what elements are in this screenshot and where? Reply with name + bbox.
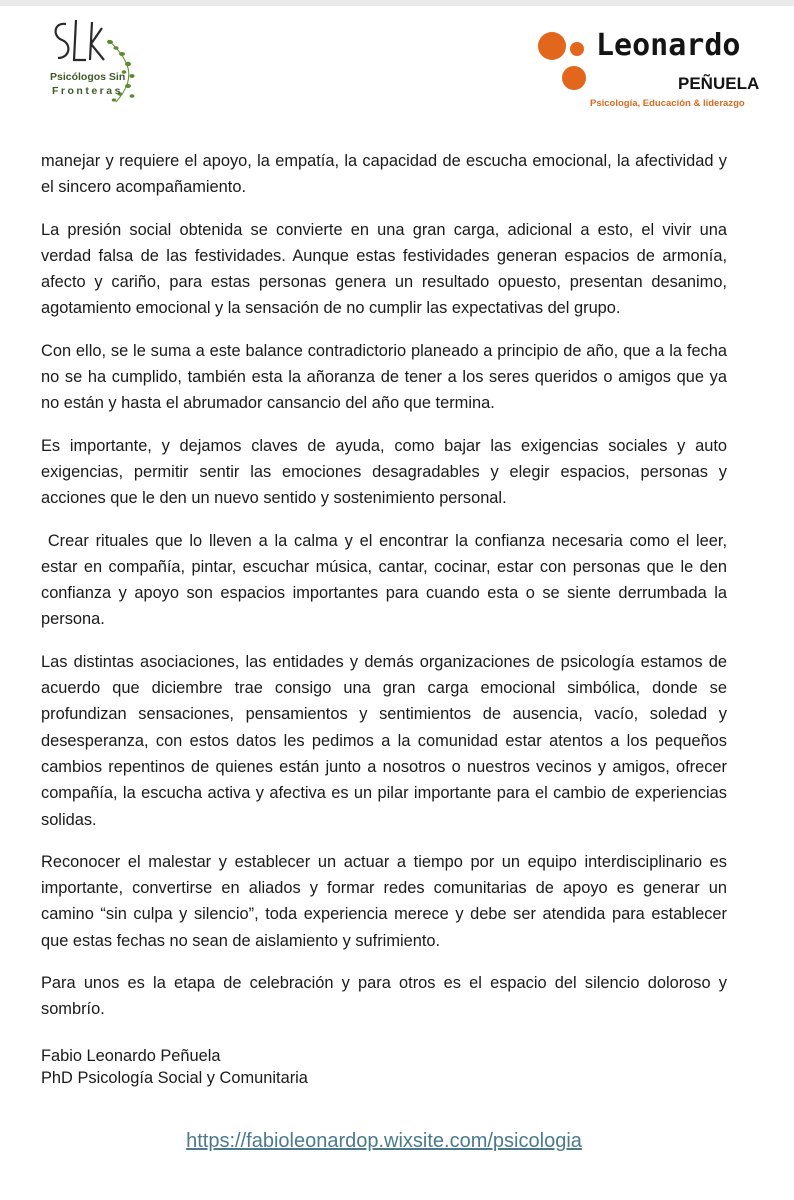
paragraph: manejar y requiere el apoyo, la empatía, la capacidad de escucha emocional, la afectividad y el sincero acompañamiento.: [41, 152, 727, 197]
paragraph: La presión social obtenida se convierte en una gran carga, adicional a esto, el vivir una verdad falsa de las festividades. Aunque estas festividades generan espacios de armonía, afecto y cariño, para estas personas genera un resultado opuesto, presentan desanimo, agotamiento emocional y la sensación de no cumplir las expectativas del grupo.: [41, 220, 727, 318]
signature-name: Fabio Leonardo Peñuela: [41, 1046, 221, 1065]
top-border: [0, 0, 794, 6]
paragraph: Es importante, y dejamos claves de ayuda, como bajar las exigencias sociales y auto exigencias, permitir sentir las emociones desagradables y elegir espacios, personas y acciones que le den un nuevo sentido y sostenimiento personal.: [41, 436, 727, 508]
logo-text-line2: Fronteras: [52, 85, 123, 97]
paragraph: Crear rituales que lo lleven a la calma y el encontrar la confianza necesaria como el leer, estar en compañía, pintar, escuchar música, cantar, cocinar, estar con personas que le den confianza y apoyo son espacios importantes para cuando esta o se siente derrumbada la persona.: [41, 531, 732, 629]
paragraph: Para unos es la etapa de celebración y para otros es el espacio del silencio doloroso y sombrío.: [41, 974, 727, 1019]
signature-block: [41, 1045, 727, 1089]
paragraph: Reconocer el malestar y establecer un actuar a tiempo por un equipo interdisciplinario es importante, convertirse en aliados y formar redes comunitarias de apoyo es generar un camino “sin culpa y silencio”, toda experiencia merece y debe ser atendida para establecer que estas fechas no sean de aislamiento y sufrimiento.: [41, 852, 727, 950]
logo-circle-small-icon: [570, 42, 584, 56]
brand-name: Leonardo: [596, 28, 741, 63]
brand-tagline: Psicología, Educación & liderazgo: [590, 98, 745, 109]
logo-circle-large-icon: [538, 32, 566, 60]
leonardo-penuela-logo: [532, 28, 772, 118]
logo-circle-medium-icon: [562, 66, 586, 90]
logo-text-line1: Psicólogos Sin: [50, 71, 126, 83]
paragraph: Las distintas asociaciones, las entidades y demás organizaciones de psicología estamos de acuerdo que diciembre trae consigo una gran carga emocional simbólica, donde se profundizan sensaciones, pensamientos y sentimientos de ausencia, vacío, soledad y desesperanza, con estos datos les pedimos a la comunidad estar atentos a los pequeños cambios repentinos de quienes están junto a nosotros o nuestros vecinos y amigos, ofrecer compañía, la escucha activa y afectiva es un pilar importante para el cambio de experiencias solidas.: [41, 652, 727, 829]
letter-body: [41, 148, 732, 1089]
psicologos-sin-fronteras-logo: [44, 14, 144, 106]
paragraph: Con ello, se le suma a este balance contradictorio planeado a principio de año, que a la fecha no se ha cumplido, también esta la añoranza de tener a los seres queridos o amigos que ya no están y hasta el abrumador cansancio del año que termina.: [41, 341, 727, 413]
website-link[interactable]: https://fabioleonardop.wixsite.com/psicologia: [186, 1130, 582, 1152]
brand-surname: PEÑUELA: [678, 74, 760, 93]
signature-title: PhD Psicología Social y Comunitaria: [41, 1068, 308, 1087]
